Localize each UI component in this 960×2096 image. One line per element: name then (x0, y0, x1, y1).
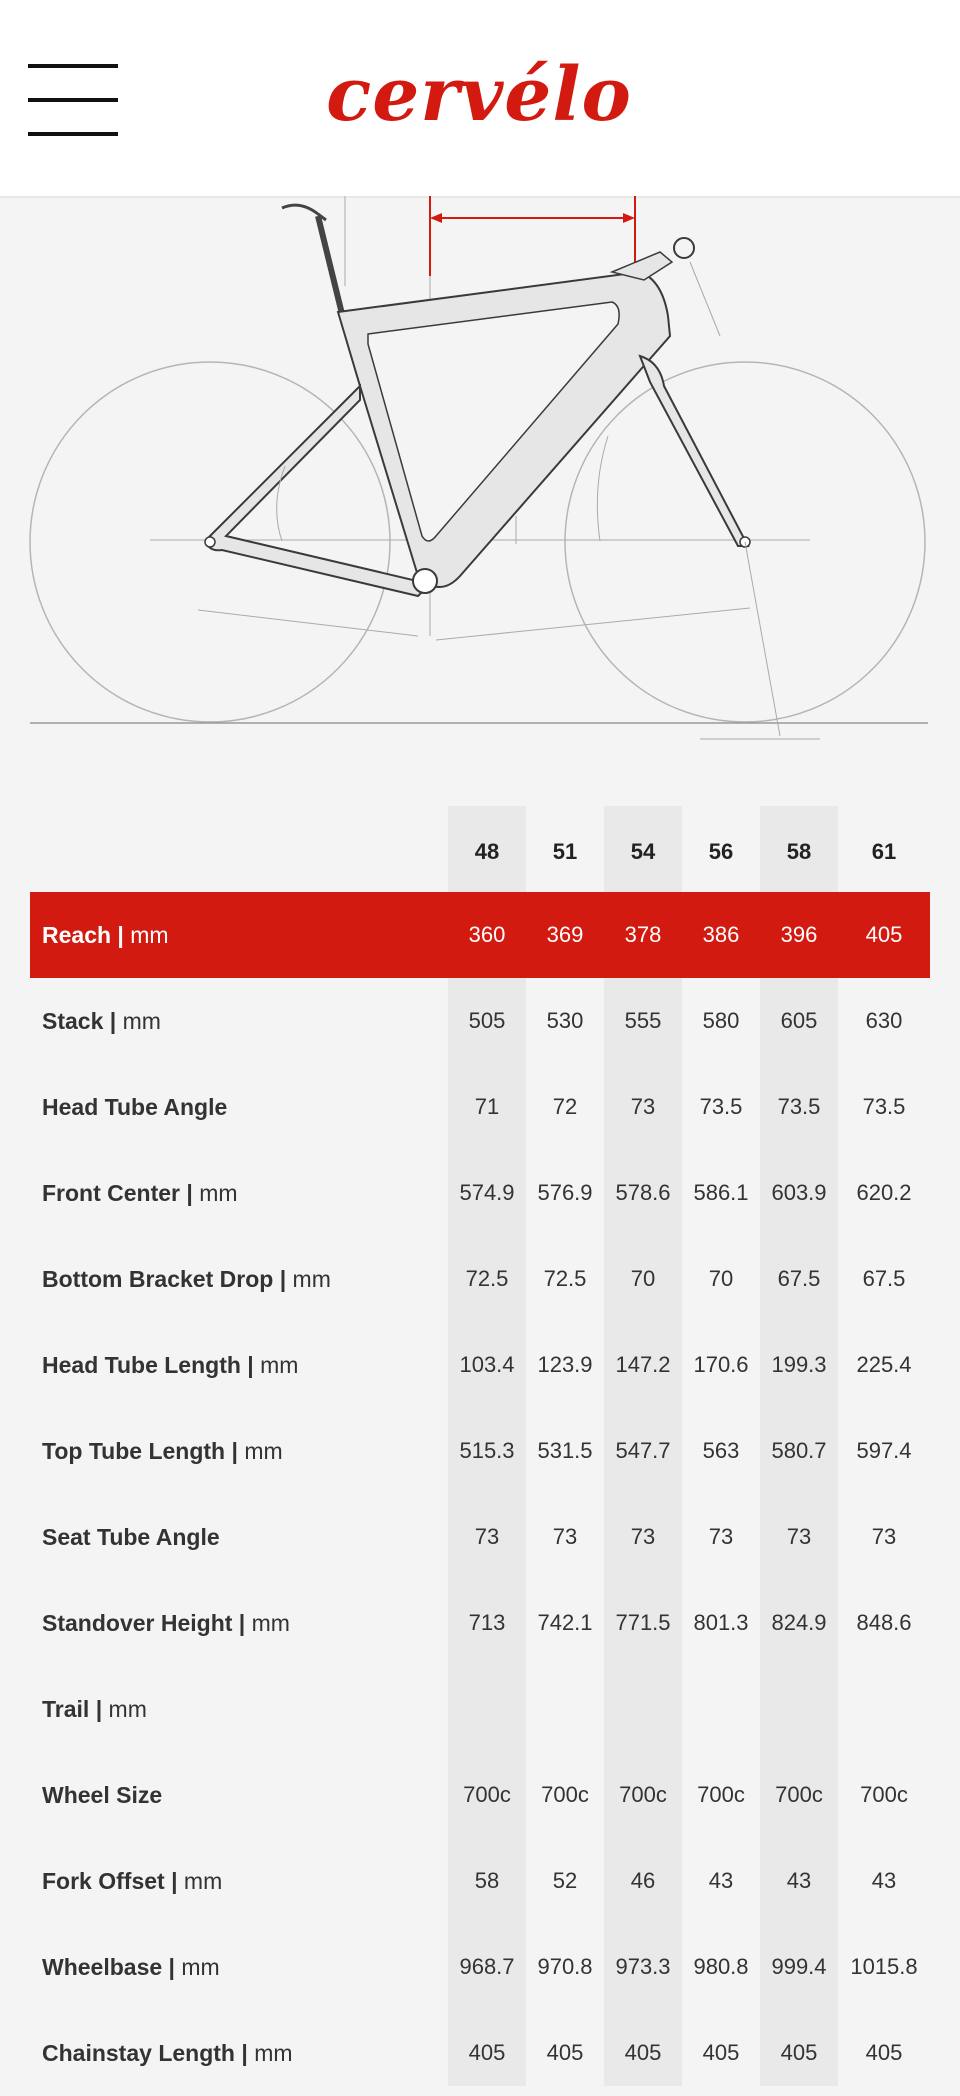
table-row (30, 1924, 930, 2010)
table-cell: 576.9 (537, 1180, 593, 1205)
table-cell: 67.5 (862, 1266, 906, 1291)
row-label (42, 1752, 162, 1838)
table-cell: 225.4 (856, 1352, 912, 1377)
trail-dim (745, 542, 780, 736)
row-unit: mm (292, 1266, 331, 1292)
row-name: Wheel Size (42, 1782, 163, 1808)
site-header (0, 0, 960, 198)
geometry-table (30, 806, 930, 2086)
row-name: Trail (42, 1696, 90, 1722)
table-cell: 360 (468, 922, 506, 947)
row-label (42, 2010, 293, 2096)
seatpost (318, 216, 342, 314)
menu-bar (28, 98, 118, 102)
table-cell: 968.7 (459, 1954, 515, 1979)
table-row (30, 1064, 930, 1150)
row-separator: | (232, 1610, 252, 1636)
table-cell: 563 (702, 1438, 740, 1463)
table-cell: 824.9 (771, 1610, 827, 1635)
table-cell: 147.2 (615, 1352, 671, 1377)
table-cell: 531.5 (537, 1438, 593, 1463)
table-row (30, 1580, 930, 1666)
fork (640, 356, 748, 546)
rear-dropout (205, 537, 215, 547)
row-label (42, 1924, 220, 2010)
row-label (42, 1838, 222, 1924)
table-cell: 405 (702, 2040, 740, 2065)
row-label (42, 1150, 238, 1236)
table-cell: 170.6 (693, 1352, 749, 1377)
row-separator: | (225, 1438, 245, 1464)
table-row (30, 1494, 930, 1580)
table-cell: 386 (702, 922, 740, 947)
table-cell (760, 1666, 838, 1752)
table-cell: 999.4 (771, 1954, 827, 1979)
table-cell: 530 (546, 1008, 584, 1033)
table-row (30, 892, 930, 978)
table-row (30, 978, 930, 1064)
table-cell: 603.9 (771, 1180, 827, 1205)
table-cell (838, 1666, 930, 1752)
table-cell: 405 (865, 2040, 903, 2065)
table-cell: 73 (708, 1524, 734, 1549)
row-label (42, 978, 161, 1064)
table-cell: 547.7 (615, 1438, 671, 1463)
row-unit: mm (244, 1438, 283, 1464)
size-header: 61 (871, 839, 897, 864)
row-name: Head Tube Angle (42, 1094, 228, 1120)
size-header: 58 (786, 839, 812, 864)
size-header-row (30, 806, 930, 892)
table-cell: 378 (624, 922, 662, 947)
row-label (42, 892, 169, 978)
table-row (30, 2010, 930, 2096)
row-separator: | (240, 1352, 261, 1378)
table-cell: 43 (871, 1868, 897, 1893)
table-cell: 73 (552, 1524, 578, 1549)
table-cell: 46 (630, 1868, 656, 1893)
table-cell: 578.6 (615, 1180, 671, 1205)
table-cell: 396 (780, 922, 818, 947)
table-cell: 73 (474, 1524, 500, 1549)
bottom-bracket (413, 569, 437, 593)
table-cell: 700c (697, 1782, 745, 1807)
chainstay-dim (198, 610, 418, 636)
table-row (30, 1150, 930, 1236)
table-cell: 574.9 (459, 1180, 515, 1205)
table-cell (604, 1666, 682, 1752)
reach-arrowhead-left (430, 213, 442, 223)
table-row (30, 1408, 930, 1494)
row-name: Bottom Bracket Drop (42, 1266, 274, 1292)
row-label (42, 1064, 227, 1150)
row-label (42, 1236, 331, 1322)
size-header: 51 (552, 839, 578, 864)
head-tube-dim (690, 262, 720, 336)
row-separator: | (111, 922, 131, 948)
table-cell: 405 (468, 2040, 506, 2065)
table-row (30, 1236, 930, 1322)
reach-arrowhead-right (623, 213, 635, 223)
row-separator: | (273, 1266, 293, 1292)
table-cell: 43 (708, 1868, 734, 1893)
table-cell: 580.7 (771, 1438, 827, 1463)
table-cell: 73 (871, 1524, 897, 1549)
row-name: Reach (42, 922, 112, 948)
table-cell: 73 (786, 1524, 812, 1549)
row-separator: | (103, 1008, 123, 1034)
table-cell: 43 (786, 1868, 812, 1893)
table-cell: 700c (860, 1782, 908, 1807)
table-cell: 73.5 (699, 1094, 743, 1119)
row-unit: mm (260, 1352, 299, 1378)
table-cell: 630 (865, 1008, 903, 1033)
row-name: Chainstay Length (42, 2040, 235, 2066)
row-unit: mm (122, 1008, 161, 1034)
table-cell: 848.6 (856, 1610, 912, 1635)
logo-text: cervélo (326, 52, 632, 138)
row-name: Wheelbase (42, 1954, 163, 1980)
table-cell: 71 (474, 1094, 500, 1119)
row-name: Stack (42, 1008, 104, 1034)
table-cell: 103.4 (459, 1352, 515, 1377)
row-name: Fork Offset (42, 1868, 165, 1894)
row-name: Front Center (42, 1180, 180, 1206)
menu-bar (28, 132, 118, 136)
table-row (30, 1322, 930, 1408)
table-cell: 405 (624, 2040, 662, 2065)
row-label (42, 1322, 298, 1408)
table-cell: 700c (541, 1782, 589, 1807)
table-cell: 973.3 (615, 1954, 671, 1979)
row-unit: mm (130, 922, 169, 948)
table-cell (682, 1666, 760, 1752)
head-angle-arc (597, 436, 608, 541)
table-cell: 123.9 (537, 1352, 593, 1377)
row-unit: mm (108, 1696, 147, 1722)
table-row (30, 1838, 930, 1924)
cervelo-logo[interactable] (284, 52, 674, 138)
table-row (30, 1752, 930, 1838)
table-cell: 771.5 (615, 1610, 671, 1635)
row-label (42, 1666, 147, 1752)
table-cell: 67.5 (777, 1266, 821, 1291)
table-cell: 72 (552, 1094, 578, 1119)
table-cell: 73 (630, 1094, 656, 1119)
table-cell: 199.3 (771, 1352, 827, 1377)
table-cell: 73.5 (777, 1094, 821, 1119)
table-cell: 58 (474, 1868, 500, 1893)
table-cell: 405 (546, 2040, 584, 2065)
row-separator: | (89, 1696, 109, 1722)
table-cell: 505 (468, 1008, 506, 1033)
hamburger-menu-icon[interactable] (28, 62, 120, 138)
table-cell: 369 (546, 922, 584, 947)
table-cell: 52 (552, 1868, 578, 1893)
row-name: Head Tube Length (42, 1352, 241, 1378)
row-label (42, 1494, 220, 1580)
row-unit: mm (251, 1610, 290, 1636)
menu-bar (28, 64, 118, 68)
size-header: 54 (630, 839, 656, 864)
row-label (42, 1408, 283, 1494)
table-cell: 72.5 (465, 1266, 509, 1291)
table-cell: 980.8 (693, 1954, 749, 1979)
table-cell: 597.4 (856, 1438, 912, 1463)
row-label (42, 1580, 290, 1666)
table-cell: 801.3 (693, 1610, 749, 1635)
table-cell: 555 (624, 1008, 662, 1033)
table-cell: 73 (630, 1524, 656, 1549)
table-cell: 70 (708, 1266, 734, 1291)
row-separator: | (234, 2040, 255, 2066)
row-unit: mm (254, 2040, 293, 2066)
table-cell: 405 (780, 2040, 818, 2065)
table-cell: 700c (619, 1782, 667, 1807)
table-cell: 713 (468, 1610, 506, 1635)
handlebar (674, 238, 694, 258)
table-cell: 405 (865, 922, 903, 947)
row-name: Standover Height (42, 1610, 233, 1636)
table-cell: 620.2 (856, 1180, 912, 1205)
table-cell: 72.5 (543, 1266, 587, 1291)
table-cell: 970.8 (537, 1954, 593, 1979)
row-separator: | (162, 1954, 182, 1980)
row-separator: | (180, 1180, 200, 1206)
table-cell: 73.5 (862, 1094, 906, 1119)
table-cell: 586.1 (693, 1180, 749, 1205)
table-cell (448, 1666, 526, 1752)
size-header: 48 (474, 839, 500, 864)
row-unit: mm (181, 1954, 220, 1980)
table-cell: 700c (775, 1782, 823, 1807)
table-cell: 515.3 (459, 1438, 515, 1463)
row-name: Top Tube Length (42, 1438, 226, 1464)
table-cell: 700c (463, 1782, 511, 1807)
row-name: Seat Tube Angle (42, 1524, 220, 1550)
table-cell: 605 (780, 1008, 818, 1033)
front-center-dim (436, 608, 750, 640)
row-unit: mm (199, 1180, 238, 1206)
table-cell: 742.1 (537, 1610, 593, 1635)
row-unit: mm (183, 1868, 223, 1894)
size-header: 56 (708, 839, 734, 864)
table-row (30, 1666, 930, 1752)
table-cell (526, 1666, 604, 1752)
table-cell: 70 (630, 1266, 656, 1291)
bike-geometry-diagram (0, 196, 960, 756)
row-separator: | (164, 1868, 184, 1894)
table-cell: 580 (702, 1008, 740, 1033)
table-cell: 1015.8 (850, 1954, 918, 1979)
